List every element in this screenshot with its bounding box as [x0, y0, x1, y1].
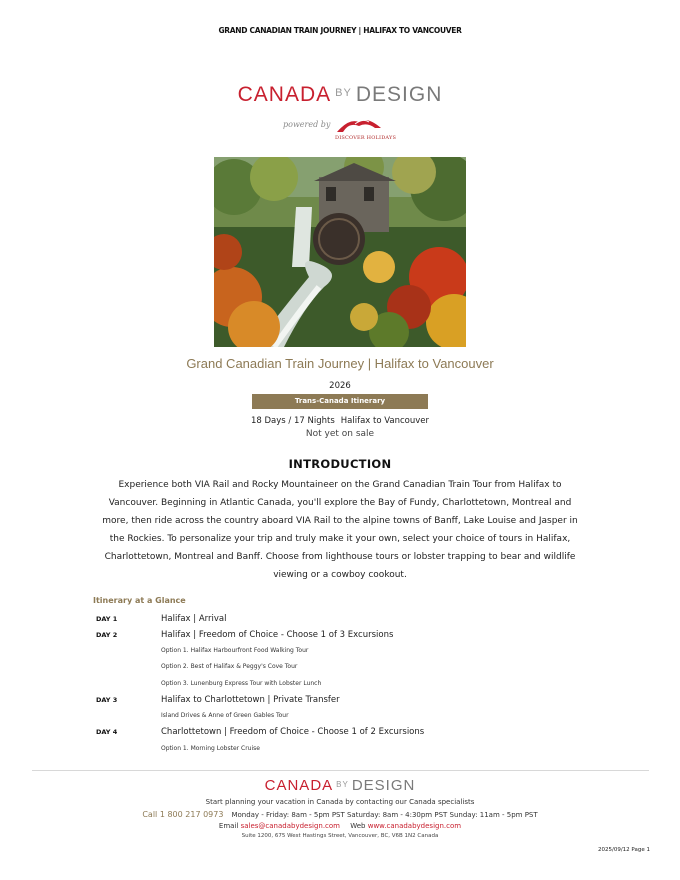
- powered-by-logo: [283, 114, 403, 144]
- tour-year: 2026: [329, 381, 351, 391]
- footer-logo: [0, 777, 680, 794]
- day-option: Island Drives & Anne of Green Gables Tour: [161, 712, 289, 719]
- sale-status: Not yet on sale: [305, 429, 375, 439]
- day-label: DAY 1: [96, 615, 118, 623]
- footer-email-link[interactable]: sales@canadabydesign.com: [240, 822, 340, 830]
- document-header-title: GRAND CANADIAN TRAIN JOURNEY | HALIFAX TO VANCOUVER: [218, 26, 462, 35]
- logo-design: DESIGN: [351, 777, 416, 794]
- logo-design: DESIGN: [355, 83, 443, 106]
- introduction-heading: INTRODUCTION: [288, 457, 392, 471]
- day-option: Option 1. Halifax Harbourfront Food Walking Tour: [161, 647, 309, 654]
- day-title: Charlottetown | Freedom of Choice - Choose 1 of 2 Excursions: [161, 727, 425, 737]
- day-label: DAY 2: [96, 631, 118, 639]
- day-option: Option 2. Best of Halifax & Peggy's Cove Tour: [161, 663, 298, 670]
- footer-email-label: Email: [218, 822, 239, 830]
- tour-duration: 18 Days / 17 Nights: [250, 416, 335, 426]
- canada-by-design-logo: [0, 83, 680, 107]
- logo-by: BY: [336, 780, 349, 789]
- logo-by: BY: [335, 87, 352, 99]
- day-title: Halifax | Arrival: [161, 614, 227, 624]
- itinerary-glance-heading: Itinerary at a Glance: [93, 596, 186, 605]
- footer-address: Suite 1200, 675 West Hastings Street, Vancouver, BC, V6B 1N2 Canada: [241, 833, 439, 839]
- day-title: Halifax | Freedom of Choice - Choose 1 of 3 Excursions: [161, 630, 394, 640]
- tour-duration-line: [0, 416, 680, 426]
- footer-hours: Monday - Friday: 8am - 5pm PST Saturday: 8am - 4:30pm PST Sunday: 11am - 5pm PST: [231, 811, 538, 819]
- page-date-number: 2025/09/12 Page 1: [597, 847, 650, 853]
- hero-image: [214, 157, 466, 347]
- powered-by-brand: DISCOVER HOLIDAYS: [335, 135, 397, 141]
- logo-canada: CANADA: [264, 777, 334, 794]
- day-option: Option 3. Lunenburg Express Tour with Lobster Lunch: [161, 680, 322, 687]
- itinerary-type-badge: Trans-Canada Itinerary: [252, 394, 428, 409]
- day-title: Halifax to Charlottetown | Private Transfer: [161, 695, 340, 705]
- day-option: Option 1. Morning Lobster Cruise: [161, 745, 260, 752]
- tour-route: Halifax to Vancouver: [340, 416, 430, 426]
- day-label: DAY 4: [96, 728, 118, 736]
- tour-title: Grand Canadian Train Journey | Halifax to Vancouver: [186, 356, 494, 371]
- footer-web-label: Web: [350, 822, 366, 830]
- logo-canada: CANADA: [237, 83, 332, 106]
- footer-phone[interactable]: Call 1 800 217 0973: [142, 810, 224, 819]
- day-label: DAY 3: [96, 696, 118, 704]
- introduction-text: Experience both VIA Rail and Rocky Mountaineer on the Grand Canadian Train Tour from Halifax to Vancouver. Beginning in Atlantic Canada, you'll explore the Bay of Fundy, Charlottetown, Montreal and more, then ride across the country aboard VIA Rail to the alpine towns of Banff, Lake Louise and Jasper in the Rockies. To personalize your trip and truly make it your own, select your choice of tours in Halifax, Charlottetown, Montreal and Banff. Choose from lighthouse tours or lobster trapping to bear and wildlife viewing or a cowboy cookout.: [102, 480, 578, 580]
- footer-email-web-line: [0, 822, 680, 830]
- footer-divider: [32, 770, 649, 771]
- footer-contact-line: [0, 810, 680, 819]
- discover-holidays-mountain-icon: [335, 114, 395, 134]
- footer-tagline: Start planning your vacation in Canada by contacting our Canada specialists: [205, 798, 475, 806]
- footer-web-link[interactable]: www.canadabydesign.com: [367, 822, 462, 830]
- powered-by-text: powered by: [283, 120, 331, 129]
